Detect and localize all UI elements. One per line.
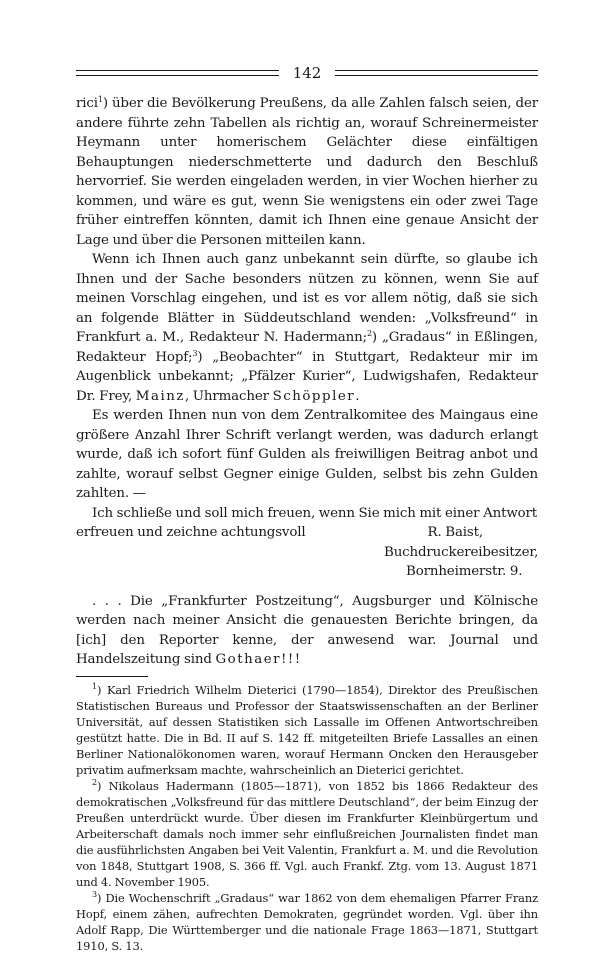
footnote-2: $^2$) Nikolaus Hadermann (1805—1871), von 1852 bis 1866 Redakteur des demokratischen „Volksfreund für das mittlere Deutschland“, der beim Einzug der Preußen unterdrückt wurde. Über diesen im Frankfurter Kleinbürgertum und Arbeiterschaft damals noch immer sehr einflußreichen Journalisten findet man die ausführlichsten Angaben bei Veit Valentin, Frankfurt a. M. und die Revolution von 1848, Stuttgart 1908, S. 366 ff. Vgl. auch Frankf. Ztg. vom 13. August 1871 und 4. November 1905. [76,777,538,889]
header-rule-left [76,70,279,76]
footnote-3: $^3$) Die Wochenschrift „Gradaus“ war 1862 von dem ehemaligen Pfarrer Franz Hopf, einem zähen, aufrechten Demokraten, gegründet worden. Vgl. über ihn Adolf Rapp, Die Württemberger und die nationale Frage 1863—1871, Stuttgart 1910, S. 13. [76,889,538,953]
signature-address: Bornheimerstr. 9. [406,564,523,579]
signature-name: R. Baist, [427,525,483,540]
paragraph-4: Ich schließe und soll mich freuen, wenn Sie mich mit einer Antwort [92,505,538,521]
signature-title: Buchdruckereibesitzer, [384,544,539,560]
page-number: 142 [292,63,322,82]
spaced-schoeppler: Schöppler [272,388,356,404]
page-header [76,62,538,84]
book-page [76,62,538,954]
footnote-ref-1: 1 [97,95,103,104]
footnote-1: $^1$) Karl Friedrich Wilhelm Dieterici (1790—1854), Direktor des Preußischen Statistischen Bureaus und Professor der Staatswissenschaften an der Berliner Universität, auf dessen Statistiken sich Lassalle im Offenen Antwortschreiben gestützt hatte. Die in Bd. II auf S. 142 ff. mitgeteilten Briefe Lassalles an einen Berliner Nationalökonomen waren, worauf Hermann Oncken den Herausgeber privatim aufmerksam machte, wahrscheinlich an Dieterici gerichtet. [76,681,538,777]
paragraph-2: Wenn ich Ihnen auch ganz unbekannt sein dürfte, so glaube ich Ihnen und der Sache besonders nützen zu können, wenn Sie auf meinen Vorschlag eingehen, und ist es vor allem nötig, daß sie sich an folgende Blätter in Süddeutschland wenden: „Volksfreund“ in Frankfurt a. M., Redakteur N. Hadermann;$^2$) „Gradaus“ in Eßlingen, Redakteur Hopf;$^3$) „Beobachter“ in Stuttgart, Redakteur mir im Augenblick unbekannt; „Pfälzer Kurier“, Ludwigshafen, Redakteur Dr. Frey, Mainz, Uhrmacher Schöppler. [76,252,538,404]
letter-body [76,94,538,670]
paragraph-3: Es werden Ihnen nun von dem Zentralkomitee des Maingaus eine größere Anzahl Ihrer Schrift verlangt werden, was dadurch erlangt wurde, daß ich sofort fünf Gulden als freiwilligen Beitrag anbot und zahlte, worauf selbst Gegner einige Gulden, selbst bis zehn Gulden zahlten. — [76,408,538,501]
paragraph-5: . . . Die „Frankfurter Postzeitung“, Augsburger und Kölnische werden nach meiner Ansicht die genauesten Berichte bringen, da [ich] den Reporter kenne, der anwesend war. Journal und Handelszeitung sind Gothaer!!! [76,593,538,667]
spaced-mainz: Mainz [135,388,185,404]
footnote-ref-3: 3 [192,348,198,358]
footnote-ref-2: 2 [366,329,372,338]
footnotes [76,682,538,954]
closing-row [76,523,538,543]
header-rule-right [335,70,538,76]
closing-phrase: erfreuen und zeichne achtungsvoll [76,525,306,540]
spaced-gothaer: Gothaer!!! [215,652,302,667]
footnote-divider [76,676,148,677]
paragraph-1: rici$^1$) über die Bevölkerung Preußens, da alle Zahlen falsch seien, der andere führte zehn Tabellen als richtig an, worauf Schreinermeister Heymann unter homerischem Gelächter diese einfältigen Behauptungen niederschmetterte und dadurch den Beschluß hervorrief. Sie werden eingeladen werden, in vier Wochen hierher zu kommen, und wäre es gut, wenn Sie wenigstens ein oder zwei Tage früher eintreffen könnten, damit ich Ihnen eine genaue Ansicht der Lage und über die Personen mitteilen kann. [76,95,538,248]
